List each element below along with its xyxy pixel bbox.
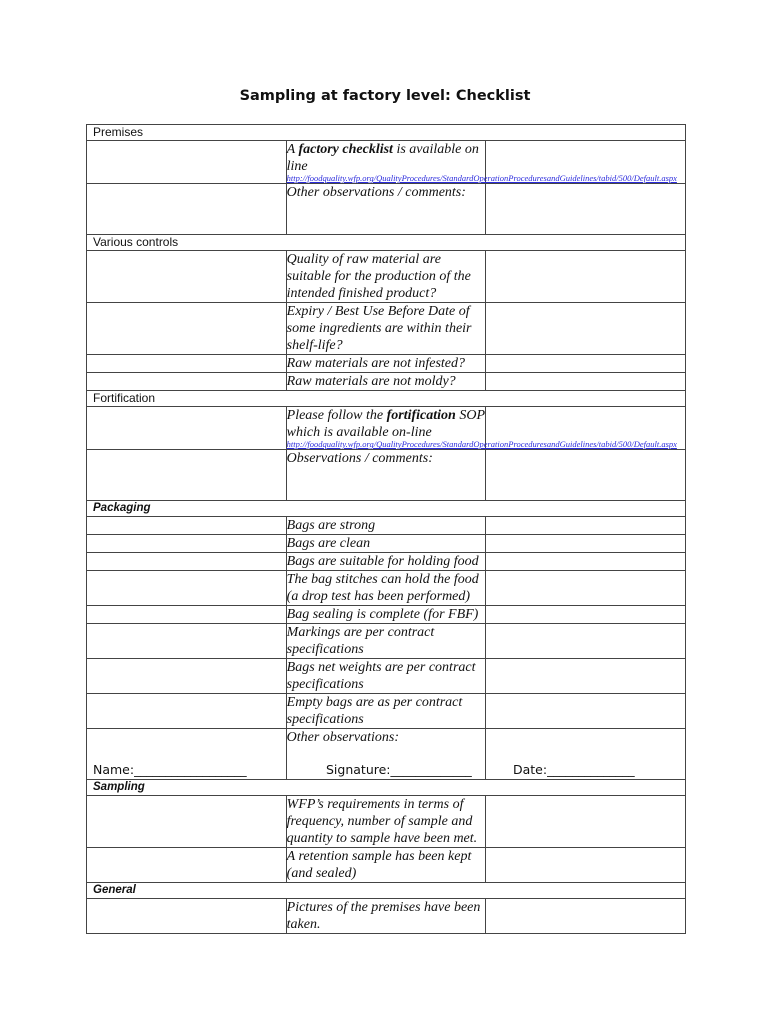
emphasis-text: factory checklist	[298, 142, 393, 157]
page-title: Sampling at factory level: Checklist	[239, 88, 531, 104]
checklist-item: A retention sample has been kept (and sealed)	[286, 848, 486, 883]
checklist-item: Bags are suitable for holding food	[286, 553, 486, 571]
checklist-table	[86, 124, 686, 934]
checklist-row	[87, 355, 686, 373]
checklist-row	[87, 373, 686, 391]
checkbox[interactable]	[486, 517, 686, 535]
sop-link[interactable]: http://foodquality.wfp.org/QualityProcedures/StandardOperationProceduresandGuidelines/tabid/500/Default.aspx	[286, 439, 677, 449]
checklist-row	[87, 571, 686, 606]
comments-field[interactable]: Other observations:	[286, 729, 486, 780]
checklist-row	[87, 899, 686, 934]
section-various-controls	[87, 235, 686, 251]
checklist-item: A factory checklist is available on line http://foodquality.wfp.org/QualityProcedures/StandardOperationProceduresandGuidelines/tabid/500/Default.aspx	[286, 142, 677, 183]
checklist-item: Bag sealing is complete (for FBF)	[286, 606, 486, 624]
checklist-row	[87, 303, 686, 355]
checklist-item: Quality of raw material are suitable for the production of the intended finished product?	[286, 251, 486, 303]
section-label: Packaging	[87, 501, 686, 517]
checkbox[interactable]	[486, 606, 686, 624]
section-label: Premises	[87, 125, 686, 141]
checklist-row	[87, 659, 686, 694]
checklist-row	[87, 251, 686, 303]
checklist-item: WFP’s requirements in terms of frequency, number of sample and quantity to sample have been met.	[286, 796, 486, 848]
checklist-item: Please follow the fortification SOP which is available on-line http://foodquality.wfp.org/QualityProcedures/StandardOperationProceduresandGuidelines/tabid/500/Default.aspx	[286, 408, 677, 449]
checkbox[interactable]	[486, 694, 686, 729]
checklist-row	[87, 535, 686, 553]
section-label: Fortification	[87, 391, 686, 407]
section-label: Various controls	[87, 235, 686, 251]
section-premises	[87, 125, 686, 141]
checklist-row	[87, 848, 686, 883]
name-field[interactable]: Name:__________________	[93, 762, 247, 777]
checklist-row	[87, 694, 686, 729]
section-general	[87, 883, 686, 899]
comments-field[interactable]: Observations / comments:	[286, 450, 486, 501]
comments-field[interactable]: Other observations / comments:	[286, 184, 486, 235]
checkbox[interactable]	[486, 571, 686, 606]
checklist-item: Raw materials are not infested?	[286, 355, 486, 373]
checklist-row	[87, 624, 686, 659]
signature-field[interactable]: Signature:_____________	[326, 762, 472, 777]
sop-link[interactable]: http://foodquality.wfp.org/QualityProcedures/StandardOperationProceduresandGuidelines/tabid/500/Default.aspx	[286, 173, 677, 183]
date-field[interactable]: Date:______________	[513, 762, 635, 777]
checklist-item: Expiry / Best Use Before Date of some ingredients are within their shelf-life?	[286, 303, 486, 355]
checklist-item: Empty bags are as per contract specifications	[286, 694, 486, 729]
section-label: Sampling	[87, 780, 686, 796]
comments-row	[87, 184, 686, 235]
checklist-item: Bags are strong	[286, 517, 486, 535]
section-fortification	[87, 391, 686, 407]
checkbox[interactable]	[486, 535, 686, 553]
checklist-item: Bags are clean	[286, 535, 486, 553]
checkbox[interactable]	[486, 251, 686, 303]
checkbox[interactable]	[486, 848, 686, 883]
checkbox[interactable]	[486, 624, 686, 659]
checklist-row	[87, 796, 686, 848]
checkbox[interactable]	[486, 659, 686, 694]
checklist-row	[87, 407, 686, 450]
checklist-row	[87, 553, 686, 571]
comments-row	[87, 450, 686, 501]
checklist-row	[87, 606, 686, 624]
checkbox[interactable]	[486, 373, 686, 391]
checkbox[interactable]	[486, 355, 686, 373]
checklist-item: Raw materials are not moldy?	[286, 373, 486, 391]
checklist-row	[87, 517, 686, 535]
checkbox[interactable]	[486, 553, 686, 571]
section-label: General	[87, 883, 686, 899]
checklist-item: Markings are per contract specifications	[286, 624, 486, 659]
checklist-item: Bags net weights are per contract specifications	[286, 659, 486, 694]
checklist-row	[87, 141, 686, 184]
checkbox[interactable]	[486, 796, 686, 848]
checklist-item: The bag stitches can hold the food (a drop test has been performed)	[286, 571, 486, 606]
checkbox[interactable]	[486, 899, 686, 934]
checkbox[interactable]	[486, 450, 686, 501]
checklist-item: Pictures of the premises have been taken.	[286, 899, 486, 934]
emphasis-text: fortification	[386, 408, 456, 423]
section-packaging	[87, 501, 686, 517]
section-sampling	[87, 780, 686, 796]
checkbox[interactable]	[486, 184, 686, 235]
checkbox[interactable]	[486, 303, 686, 355]
